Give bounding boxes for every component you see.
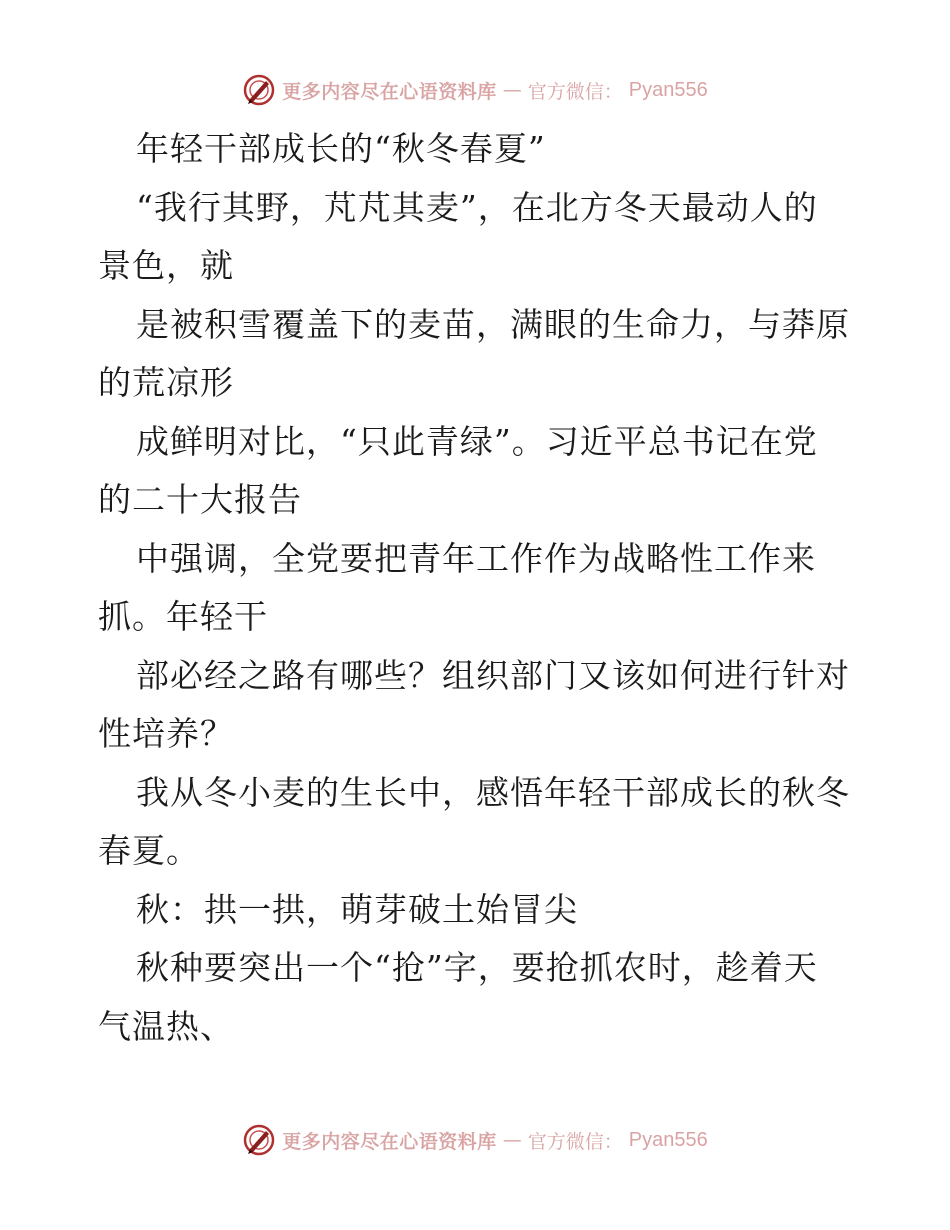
text-line: 是被积雪覆盖下的麦苗，满眼的生命力，与莽原 [136, 304, 850, 344]
watermark-group [242, 73, 708, 107]
document-body [98, 120, 858, 1056]
text-line: 的二十大报告 [98, 480, 302, 519]
text-line: 抓。年轻干 [98, 597, 268, 636]
watermark-dash: — [502, 1129, 522, 1151]
watermark-group [242, 1123, 708, 1157]
watermark-text: 更多内容尽在心语资料库 [282, 80, 497, 103]
text-line: 的荒凉形 [98, 363, 234, 402]
text-line: 我从冬小麦的生长中，感悟年轻干部成长的秋冬 [136, 772, 850, 812]
text-line: 景色，就 [98, 246, 234, 285]
pen-logo-icon [242, 1123, 276, 1157]
watermark-wechat-label: 官方微信： [527, 80, 623, 103]
article-title: 年轻干部成长的“秋冬春夏” [136, 129, 546, 168]
text-line: 春夏。 [98, 831, 200, 870]
text-line: 部必经之路有哪些？组织部门又该如何进行针对 [136, 655, 850, 695]
watermark-text: 更多内容尽在心语资料库 [282, 1130, 497, 1153]
watermark-wechat-label: 官方微信： [527, 1130, 623, 1153]
text-line: 成鲜明对比，“只此青绿”。习近平总书记在党 [136, 421, 818, 461]
text-line: 气温热、 [98, 1006, 234, 1046]
section-heading: 秋：拱一拱，萌芽破土始冒尖 [136, 889, 578, 929]
text-line: 秋种要突出一个“抢”字，要抢抓农时，趁着天 [136, 948, 818, 987]
text-line: “我行其野，芃芃其麦”，在北方冬天最动人的 [136, 187, 818, 227]
text-line: 中强调，全党要把青年工作作为战略性工作来 [136, 538, 816, 578]
watermark-wechat-id: Pyan556 [628, 78, 708, 101]
watermark-dash: — [502, 79, 522, 101]
footer-watermark-banner [0, 1120, 950, 1160]
text-line: 性培养？ [98, 714, 234, 753]
header-watermark-banner [0, 70, 950, 110]
pen-logo-icon [242, 73, 276, 107]
watermark-wechat-id: Pyan556 [628, 1128, 708, 1151]
